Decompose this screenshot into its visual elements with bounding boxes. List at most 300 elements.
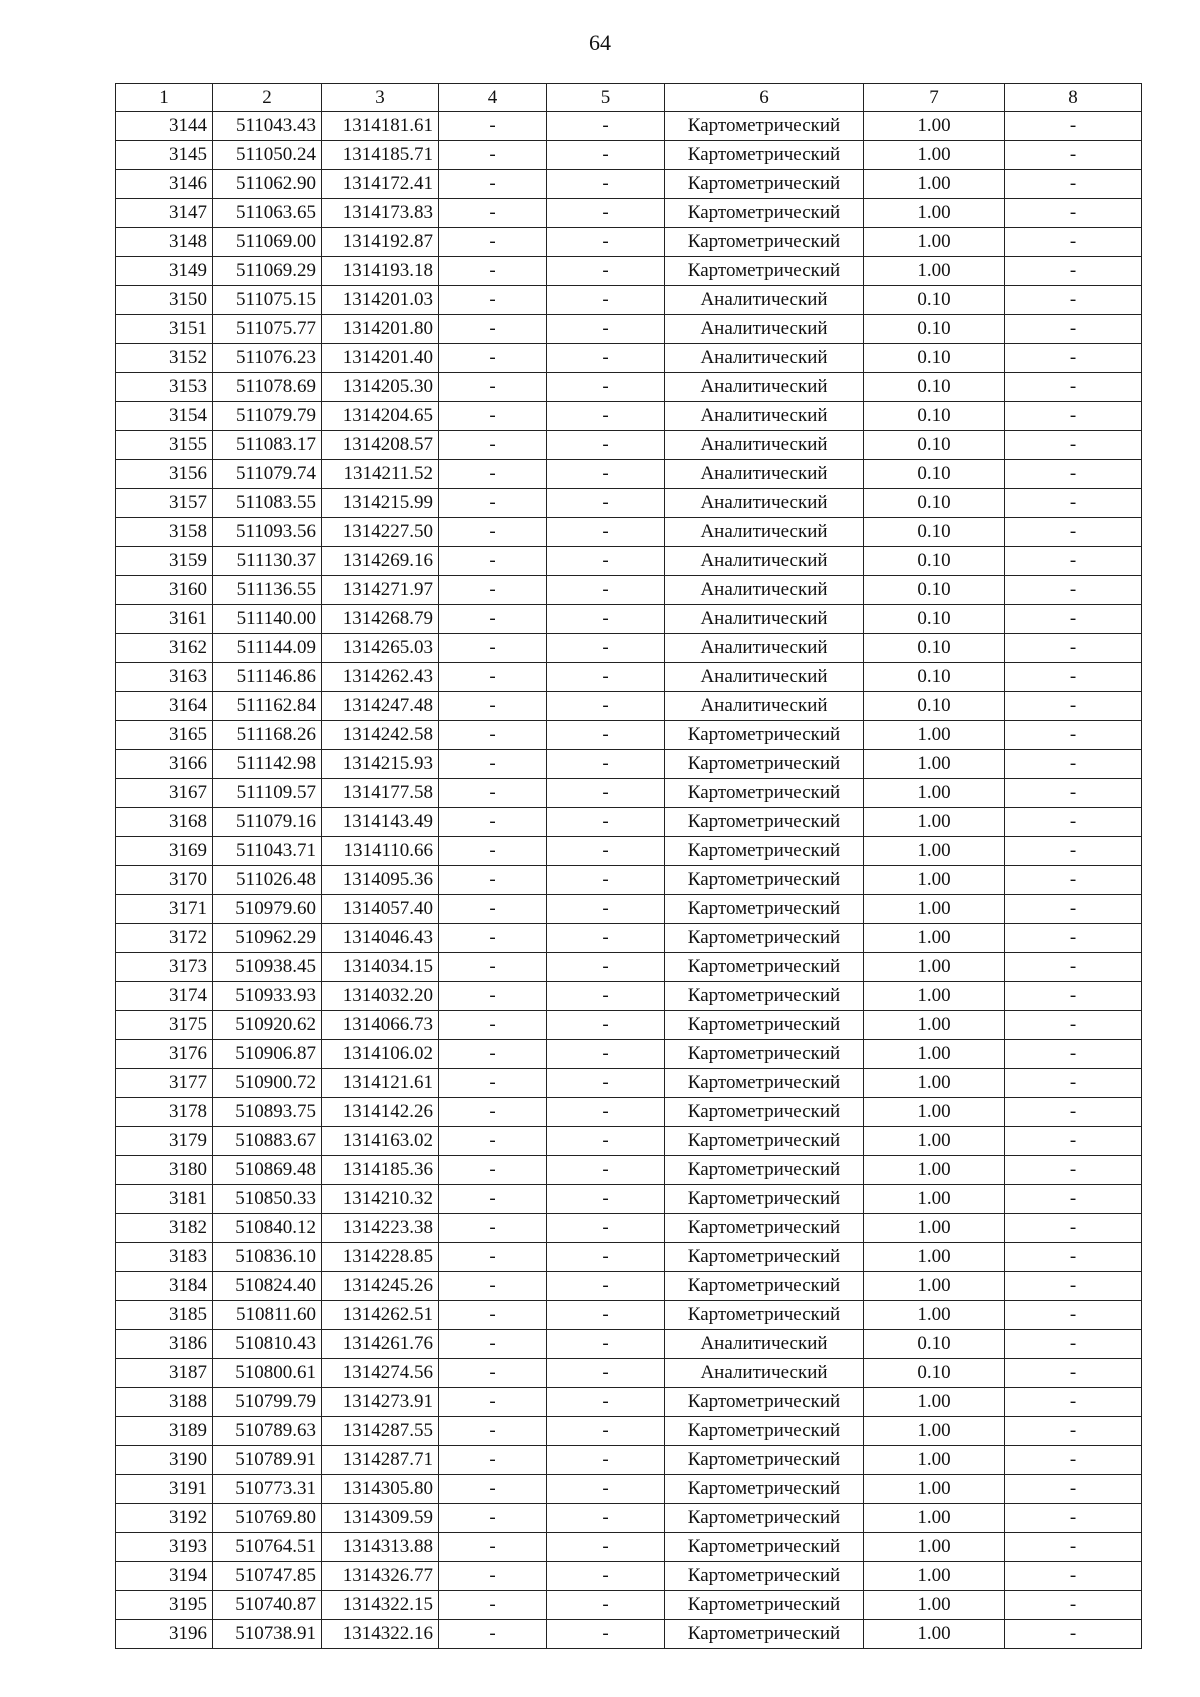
x-coordinate-cell: 511050.24 <box>213 141 322 170</box>
accuracy-cell: 1.00 <box>864 779 1005 808</box>
y-coordinate-cell: 1314057.40 <box>322 895 439 924</box>
table-row <box>116 982 1142 1011</box>
point-number-cell: 3149 <box>116 257 213 286</box>
column-4-cell: - <box>439 1040 547 1069</box>
table-row <box>116 199 1142 228</box>
table-row <box>116 1098 1142 1127</box>
point-number-cell: 3187 <box>116 1359 213 1388</box>
y-coordinate-cell: 1314228.85 <box>322 1243 439 1272</box>
x-coordinate-cell: 511062.90 <box>213 170 322 199</box>
x-coordinate-cell: 510800.61 <box>213 1359 322 1388</box>
y-coordinate-cell: 1314143.49 <box>322 808 439 837</box>
accuracy-cell: 0.10 <box>864 344 1005 373</box>
column-4-cell: - <box>439 402 547 431</box>
y-coordinate-cell: 1314192.87 <box>322 228 439 257</box>
method-cell: Картометрический <box>665 1504 864 1533</box>
table-row <box>116 1214 1142 1243</box>
column-header: 8 <box>1005 84 1142 112</box>
x-coordinate-cell: 510738.91 <box>213 1620 322 1649</box>
column-5-cell: - <box>547 576 665 605</box>
point-number-cell: 3190 <box>116 1446 213 1475</box>
point-number-cell: 3164 <box>116 692 213 721</box>
x-coordinate-cell: 510810.43 <box>213 1330 322 1359</box>
accuracy-cell: 0.10 <box>864 460 1005 489</box>
column-8-cell: - <box>1005 518 1142 547</box>
method-cell: Картометрический <box>665 1185 864 1214</box>
table-row <box>116 1330 1142 1359</box>
y-coordinate-cell: 1314274.56 <box>322 1359 439 1388</box>
method-cell: Картометрический <box>665 750 864 779</box>
method-cell: Картометрический <box>665 1591 864 1620</box>
table-row <box>116 1620 1142 1649</box>
y-coordinate-cell: 1314208.57 <box>322 431 439 460</box>
x-coordinate-cell: 510933.93 <box>213 982 322 1011</box>
column-5-cell: - <box>547 1011 665 1040</box>
accuracy-cell: 1.00 <box>864 1620 1005 1649</box>
method-cell: Картометрический <box>665 1011 864 1040</box>
column-4-cell: - <box>439 721 547 750</box>
column-5-cell: - <box>547 1504 665 1533</box>
x-coordinate-cell: 511083.55 <box>213 489 322 518</box>
column-8-cell: - <box>1005 1388 1142 1417</box>
x-coordinate-cell: 511069.29 <box>213 257 322 286</box>
page-number: 64 <box>589 30 611 55</box>
column-8-cell: - <box>1005 692 1142 721</box>
y-coordinate-cell: 1314223.38 <box>322 1214 439 1243</box>
y-coordinate-cell: 1314268.79 <box>322 605 439 634</box>
y-coordinate-cell: 1314173.83 <box>322 199 439 228</box>
table-row <box>116 1591 1142 1620</box>
accuracy-cell: 1.00 <box>864 1446 1005 1475</box>
column-4-cell: - <box>439 1359 547 1388</box>
column-4-cell: - <box>439 1301 547 1330</box>
column-5-cell: - <box>547 1243 665 1272</box>
method-cell: Картометрический <box>665 1243 864 1272</box>
column-8-cell: - <box>1005 1504 1142 1533</box>
column-5-cell: - <box>547 1620 665 1649</box>
x-coordinate-cell: 510836.10 <box>213 1243 322 1272</box>
point-number-cell: 3151 <box>116 315 213 344</box>
method-cell: Картометрический <box>665 837 864 866</box>
accuracy-cell: 1.00 <box>864 1388 1005 1417</box>
method-cell: Аналитический <box>665 547 864 576</box>
column-5-cell: - <box>547 344 665 373</box>
column-header: 4 <box>439 84 547 112</box>
x-coordinate-cell: 511083.17 <box>213 431 322 460</box>
method-cell: Картометрический <box>665 1301 864 1330</box>
column-header: 3 <box>322 84 439 112</box>
accuracy-cell: 0.10 <box>864 431 1005 460</box>
accuracy-cell: 0.10 <box>864 634 1005 663</box>
y-coordinate-cell: 1314142.26 <box>322 1098 439 1127</box>
column-4-cell: - <box>439 1475 547 1504</box>
accuracy-cell: 1.00 <box>864 1243 1005 1272</box>
table-row <box>116 489 1142 518</box>
y-coordinate-cell: 1314305.80 <box>322 1475 439 1504</box>
column-5-cell: - <box>547 837 665 866</box>
y-coordinate-cell: 1314032.20 <box>322 982 439 1011</box>
column-8-cell: - <box>1005 837 1142 866</box>
column-4-cell: - <box>439 112 547 141</box>
accuracy-cell: 1.00 <box>864 199 1005 228</box>
point-number-cell: 3196 <box>116 1620 213 1649</box>
column-5-cell: - <box>547 779 665 808</box>
x-coordinate-cell: 510789.91 <box>213 1446 322 1475</box>
column-4-cell: - <box>439 1330 547 1359</box>
method-cell: Картометрический <box>665 1040 864 1069</box>
column-4-cell: - <box>439 1533 547 1562</box>
column-8-cell: - <box>1005 199 1142 228</box>
table-row <box>116 895 1142 924</box>
column-5-cell: - <box>547 402 665 431</box>
method-cell: Аналитический <box>665 402 864 431</box>
accuracy-cell: 1.00 <box>864 170 1005 199</box>
table-row <box>116 1417 1142 1446</box>
y-coordinate-cell: 1314245.26 <box>322 1272 439 1301</box>
point-number-cell: 3162 <box>116 634 213 663</box>
column-header: 1 <box>116 84 213 112</box>
column-4-cell: - <box>439 1243 547 1272</box>
accuracy-cell: 1.00 <box>864 1185 1005 1214</box>
point-number-cell: 3177 <box>116 1069 213 1098</box>
column-5-cell: - <box>547 257 665 286</box>
accuracy-cell: 0.10 <box>864 373 1005 402</box>
column-5-cell: - <box>547 199 665 228</box>
y-coordinate-cell: 1314193.18 <box>322 257 439 286</box>
y-coordinate-cell: 1314261.76 <box>322 1330 439 1359</box>
y-coordinate-cell: 1314201.80 <box>322 315 439 344</box>
x-coordinate-cell: 510962.29 <box>213 924 322 953</box>
x-coordinate-cell: 511043.71 <box>213 837 322 866</box>
point-number-cell: 3183 <box>116 1243 213 1272</box>
table-row <box>116 1504 1142 1533</box>
column-5-cell: - <box>547 982 665 1011</box>
coordinates-table <box>115 83 1142 1649</box>
column-5-cell: - <box>547 1591 665 1620</box>
table-row <box>116 721 1142 750</box>
method-cell: Аналитический <box>665 634 864 663</box>
y-coordinate-cell: 1314287.55 <box>322 1417 439 1446</box>
column-8-cell: - <box>1005 779 1142 808</box>
y-coordinate-cell: 1314309.59 <box>322 1504 439 1533</box>
column-4-cell: - <box>439 1069 547 1098</box>
point-number-cell: 3156 <box>116 460 213 489</box>
table-row <box>116 692 1142 721</box>
column-5-cell: - <box>547 1272 665 1301</box>
method-cell: Аналитический <box>665 576 864 605</box>
table-row <box>116 1156 1142 1185</box>
column-4-cell: - <box>439 866 547 895</box>
method-cell: Аналитический <box>665 1359 864 1388</box>
y-coordinate-cell: 1314205.30 <box>322 373 439 402</box>
accuracy-cell: 1.00 <box>864 866 1005 895</box>
y-coordinate-cell: 1314201.03 <box>322 286 439 315</box>
y-coordinate-cell: 1314201.40 <box>322 344 439 373</box>
accuracy-cell: 1.00 <box>864 1069 1005 1098</box>
column-4-cell: - <box>439 750 547 779</box>
point-number-cell: 3194 <box>116 1562 213 1591</box>
column-8-cell: - <box>1005 750 1142 779</box>
column-5-cell: - <box>547 489 665 518</box>
accuracy-cell: 1.00 <box>864 1504 1005 1533</box>
accuracy-cell: 0.10 <box>864 1330 1005 1359</box>
column-5-cell: - <box>547 547 665 576</box>
x-coordinate-cell: 510979.60 <box>213 895 322 924</box>
column-4-cell: - <box>439 257 547 286</box>
accuracy-cell: 0.10 <box>864 663 1005 692</box>
point-number-cell: 3152 <box>116 344 213 373</box>
column-8-cell: - <box>1005 489 1142 518</box>
method-cell: Картометрический <box>665 257 864 286</box>
method-cell: Картометрический <box>665 1562 864 1591</box>
column-5-cell: - <box>547 315 665 344</box>
column-5-cell: - <box>547 1127 665 1156</box>
accuracy-cell: 1.00 <box>864 808 1005 837</box>
point-number-cell: 3146 <box>116 170 213 199</box>
column-5-cell: - <box>547 1562 665 1591</box>
point-number-cell: 3185 <box>116 1301 213 1330</box>
column-8-cell: - <box>1005 1185 1142 1214</box>
method-cell: Аналитический <box>665 518 864 547</box>
column-header: 5 <box>547 84 665 112</box>
method-cell: Картометрический <box>665 953 864 982</box>
column-4-cell: - <box>439 634 547 663</box>
column-5-cell: - <box>547 112 665 141</box>
table-row <box>116 1533 1142 1562</box>
column-8-cell: - <box>1005 1562 1142 1591</box>
column-4-cell: - <box>439 547 547 576</box>
point-number-cell: 3173 <box>116 953 213 982</box>
accuracy-cell: 0.10 <box>864 286 1005 315</box>
column-5-cell: - <box>547 1533 665 1562</box>
table-row <box>116 1446 1142 1475</box>
point-number-cell: 3157 <box>116 489 213 518</box>
column-5-cell: - <box>547 750 665 779</box>
point-number-cell: 3166 <box>116 750 213 779</box>
column-4-cell: - <box>439 1098 547 1127</box>
y-coordinate-cell: 1314215.93 <box>322 750 439 779</box>
table-row <box>116 402 1142 431</box>
table-row <box>116 286 1142 315</box>
column-8-cell: - <box>1005 663 1142 692</box>
y-coordinate-cell: 1314313.88 <box>322 1533 439 1562</box>
y-coordinate-cell: 1314247.48 <box>322 692 439 721</box>
column-5-cell: - <box>547 895 665 924</box>
column-4-cell: - <box>439 1446 547 1475</box>
table-row <box>116 547 1142 576</box>
accuracy-cell: 1.00 <box>864 1533 1005 1562</box>
table-row <box>116 1301 1142 1330</box>
y-coordinate-cell: 1314046.43 <box>322 924 439 953</box>
column-4-cell: - <box>439 460 547 489</box>
x-coordinate-cell: 511130.37 <box>213 547 322 576</box>
column-4-cell: - <box>439 924 547 953</box>
point-number-cell: 3191 <box>116 1475 213 1504</box>
accuracy-cell: 0.10 <box>864 576 1005 605</box>
accuracy-cell: 1.00 <box>864 953 1005 982</box>
accuracy-cell: 1.00 <box>864 982 1005 1011</box>
column-5-cell: - <box>547 1156 665 1185</box>
table-row <box>116 1185 1142 1214</box>
column-5-cell: - <box>547 1040 665 1069</box>
point-number-cell: 3192 <box>116 1504 213 1533</box>
method-cell: Аналитический <box>665 373 864 402</box>
table-row <box>116 750 1142 779</box>
column-8-cell: - <box>1005 1533 1142 1562</box>
column-5-cell: - <box>547 953 665 982</box>
table-row <box>116 1359 1142 1388</box>
point-number-cell: 3155 <box>116 431 213 460</box>
column-8-cell: - <box>1005 1040 1142 1069</box>
y-coordinate-cell: 1314322.15 <box>322 1591 439 1620</box>
column-8-cell: - <box>1005 1620 1142 1649</box>
column-5-cell: - <box>547 1069 665 1098</box>
accuracy-cell: 0.10 <box>864 315 1005 344</box>
y-coordinate-cell: 1314181.61 <box>322 112 439 141</box>
x-coordinate-cell: 511136.55 <box>213 576 322 605</box>
accuracy-cell: 1.00 <box>864 141 1005 170</box>
column-8-cell: - <box>1005 257 1142 286</box>
column-4-cell: - <box>439 1388 547 1417</box>
column-8-cell: - <box>1005 1214 1142 1243</box>
x-coordinate-cell: 510893.75 <box>213 1098 322 1127</box>
column-4-cell: - <box>439 1214 547 1243</box>
column-4-cell: - <box>439 982 547 1011</box>
accuracy-cell: 1.00 <box>864 924 1005 953</box>
method-cell: Картометрический <box>665 1156 864 1185</box>
x-coordinate-cell: 510740.87 <box>213 1591 322 1620</box>
x-coordinate-cell: 510920.62 <box>213 1011 322 1040</box>
method-cell: Картометрический <box>665 1388 864 1417</box>
accuracy-cell: 1.00 <box>864 750 1005 779</box>
accuracy-cell: 1.00 <box>864 1301 1005 1330</box>
table-row <box>116 866 1142 895</box>
accuracy-cell: 0.10 <box>864 547 1005 576</box>
point-number-cell: 3172 <box>116 924 213 953</box>
point-number-cell: 3180 <box>116 1156 213 1185</box>
accuracy-cell: 1.00 <box>864 721 1005 750</box>
column-8-cell: - <box>1005 547 1142 576</box>
accuracy-cell: 0.10 <box>864 402 1005 431</box>
table-row <box>116 779 1142 808</box>
column-4-cell: - <box>439 692 547 721</box>
accuracy-cell: 1.00 <box>864 1417 1005 1446</box>
column-4-cell: - <box>439 605 547 634</box>
point-number-cell: 3148 <box>116 228 213 257</box>
method-cell: Картометрический <box>665 924 864 953</box>
column-8-cell: - <box>1005 1330 1142 1359</box>
accuracy-cell: 0.10 <box>864 489 1005 518</box>
point-number-cell: 3178 <box>116 1098 213 1127</box>
column-8-cell: - <box>1005 1272 1142 1301</box>
point-number-cell: 3176 <box>116 1040 213 1069</box>
table-row <box>116 431 1142 460</box>
column-8-cell: - <box>1005 1243 1142 1272</box>
column-4-cell: - <box>439 373 547 402</box>
method-cell: Картометрический <box>665 199 864 228</box>
x-coordinate-cell: 511079.79 <box>213 402 322 431</box>
x-coordinate-cell: 511162.84 <box>213 692 322 721</box>
point-number-cell: 3174 <box>116 982 213 1011</box>
column-4-cell: - <box>439 1504 547 1533</box>
point-number-cell: 3186 <box>116 1330 213 1359</box>
column-8-cell: - <box>1005 1417 1142 1446</box>
column-8-cell: - <box>1005 953 1142 982</box>
method-cell: Картометрический <box>665 1620 864 1649</box>
x-coordinate-cell: 510811.60 <box>213 1301 322 1330</box>
x-coordinate-cell: 511075.15 <box>213 286 322 315</box>
point-number-cell: 3153 <box>116 373 213 402</box>
y-coordinate-cell: 1314172.41 <box>322 170 439 199</box>
column-5-cell: - <box>547 141 665 170</box>
accuracy-cell: 1.00 <box>864 1127 1005 1156</box>
y-coordinate-cell: 1314095.36 <box>322 866 439 895</box>
point-number-cell: 3167 <box>116 779 213 808</box>
x-coordinate-cell: 511168.26 <box>213 721 322 750</box>
method-cell: Аналитический <box>665 431 864 460</box>
table-row <box>116 634 1142 663</box>
accuracy-cell: 1.00 <box>864 1562 1005 1591</box>
method-cell: Аналитический <box>665 605 864 634</box>
method-cell: Картометрический <box>665 895 864 924</box>
column-5-cell: - <box>547 228 665 257</box>
y-coordinate-cell: 1314273.91 <box>322 1388 439 1417</box>
method-cell: Аналитический <box>665 1330 864 1359</box>
x-coordinate-cell: 510906.87 <box>213 1040 322 1069</box>
method-cell: Картометрический <box>665 808 864 837</box>
point-number-cell: 3171 <box>116 895 213 924</box>
column-8-cell: - <box>1005 1359 1142 1388</box>
point-number-cell: 3154 <box>116 402 213 431</box>
table-row <box>116 1562 1142 1591</box>
y-coordinate-cell: 1314215.99 <box>322 489 439 518</box>
x-coordinate-cell: 511076.23 <box>213 344 322 373</box>
column-5-cell: - <box>547 286 665 315</box>
point-number-cell: 3145 <box>116 141 213 170</box>
column-8-cell: - <box>1005 141 1142 170</box>
point-number-cell: 3150 <box>116 286 213 315</box>
column-5-cell: - <box>547 1475 665 1504</box>
x-coordinate-cell: 510900.72 <box>213 1069 322 1098</box>
column-5-cell: - <box>547 1185 665 1214</box>
column-5-cell: - <box>547 1359 665 1388</box>
column-4-cell: - <box>439 431 547 460</box>
y-coordinate-cell: 1314163.02 <box>322 1127 439 1156</box>
accuracy-cell: 1.00 <box>864 1156 1005 1185</box>
column-5-cell: - <box>547 1330 665 1359</box>
y-coordinate-cell: 1314121.61 <box>322 1069 439 1098</box>
x-coordinate-cell: 511069.00 <box>213 228 322 257</box>
column-5-cell: - <box>547 1098 665 1127</box>
column-4-cell: - <box>439 837 547 866</box>
column-5-cell: - <box>547 634 665 663</box>
table-row <box>116 1127 1142 1156</box>
y-coordinate-cell: 1314265.03 <box>322 634 439 663</box>
column-5-cell: - <box>547 721 665 750</box>
column-8-cell: - <box>1005 634 1142 663</box>
table-row <box>116 1272 1142 1301</box>
point-number-cell: 3184 <box>116 1272 213 1301</box>
method-cell: Аналитический <box>665 489 864 518</box>
table-row <box>116 460 1142 489</box>
column-8-cell: - <box>1005 924 1142 953</box>
column-4-cell: - <box>439 170 547 199</box>
column-4-cell: - <box>439 518 547 547</box>
method-cell: Аналитический <box>665 692 864 721</box>
y-coordinate-cell: 1314287.71 <box>322 1446 439 1475</box>
method-cell: Аналитический <box>665 344 864 373</box>
x-coordinate-cell: 511146.86 <box>213 663 322 692</box>
